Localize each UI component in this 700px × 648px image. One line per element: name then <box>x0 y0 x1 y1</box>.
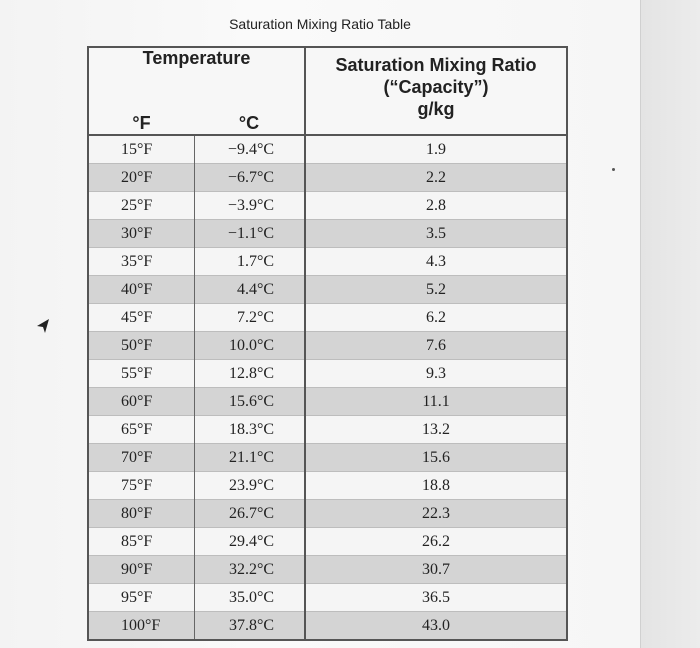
fahrenheit-cell: 50°F <box>88 332 194 360</box>
fahrenheit-cell: 45°F <box>88 304 194 332</box>
fahrenheit-cell: 85°F <box>88 528 194 556</box>
ratio-header-title: Saturation Mixing Ratio <box>335 55 537 75</box>
ratio-header <box>305 47 567 135</box>
celsius-cell: −6.7°C <box>194 164 305 192</box>
ratio-cell: 30.7 <box>305 556 567 584</box>
fahrenheit-cell: 70°F <box>88 444 194 472</box>
ratio-cell: 36.5 <box>305 584 567 612</box>
fahrenheit-cell: 80°F <box>88 500 194 528</box>
saturation-mixing-ratio-table <box>87 46 568 641</box>
fahrenheit-cell: 55°F <box>88 360 194 388</box>
table-row <box>88 388 567 416</box>
table-row <box>88 500 567 528</box>
table-row <box>88 135 567 164</box>
celsius-cell: 29.4°C <box>194 528 305 556</box>
celsius-cell: −1.1°C <box>194 220 305 248</box>
celsius-cell: 37.8°C <box>194 612 305 641</box>
speck <box>612 168 615 171</box>
ratio-header-subtitle: (“Capacity”) <box>383 77 489 97</box>
fahrenheit-cell: 100°F <box>88 612 194 641</box>
ratio-cell: 7.6 <box>305 332 567 360</box>
celsius-cell: 15.6°C <box>194 388 305 416</box>
celsius-cell: 12.8°C <box>194 360 305 388</box>
ratio-cell: 5.2 <box>305 276 567 304</box>
table-body <box>88 135 567 640</box>
ratio-cell: 18.8 <box>305 472 567 500</box>
ratio-cell: 43.0 <box>305 612 567 641</box>
ratio-cell: 4.3 <box>305 248 567 276</box>
mouse-cursor-icon <box>36 318 50 334</box>
ratio-cell: 22.3 <box>305 500 567 528</box>
ratio-cell: 2.2 <box>305 164 567 192</box>
fahrenheit-cell: 20°F <box>88 164 194 192</box>
celsius-cell: 23.9°C <box>194 472 305 500</box>
celsius-cell: 7.2°C <box>194 304 305 332</box>
ratio-cell: 9.3 <box>305 360 567 388</box>
table-row <box>88 360 567 388</box>
celsius-cell: 35.0°C <box>194 584 305 612</box>
ratio-cell: 11.1 <box>305 388 567 416</box>
page-margin <box>640 0 700 648</box>
celsius-cell: 1.7°C <box>194 248 305 276</box>
fahrenheit-cell: 75°F <box>88 472 194 500</box>
table-row <box>88 528 567 556</box>
celsius-header: °C <box>194 100 305 135</box>
table-row <box>88 248 567 276</box>
celsius-cell: 21.1°C <box>194 444 305 472</box>
fahrenheit-cell: 15°F <box>88 135 194 164</box>
fahrenheit-cell: 90°F <box>88 556 194 584</box>
table-row <box>88 304 567 332</box>
celsius-cell: 26.7°C <box>194 500 305 528</box>
fahrenheit-cell: 65°F <box>88 416 194 444</box>
table-row <box>88 164 567 192</box>
table-row <box>88 612 567 641</box>
table-row <box>88 220 567 248</box>
celsius-cell: 18.3°C <box>194 416 305 444</box>
fahrenheit-cell: 35°F <box>88 248 194 276</box>
table-row <box>88 332 567 360</box>
table-row <box>88 472 567 500</box>
fahrenheit-cell: 25°F <box>88 192 194 220</box>
table-row <box>88 556 567 584</box>
temperature-header: Temperature <box>88 47 305 100</box>
ratio-cell: 1.9 <box>305 135 567 164</box>
celsius-cell: 4.4°C <box>194 276 305 304</box>
page-title: Saturation Mixing Ratio Table <box>229 16 411 32</box>
celsius-cell: 10.0°C <box>194 332 305 360</box>
fahrenheit-cell: 40°F <box>88 276 194 304</box>
fahrenheit-cell: 30°F <box>88 220 194 248</box>
ratio-cell: 6.2 <box>305 304 567 332</box>
table-row <box>88 416 567 444</box>
celsius-cell: −9.4°C <box>194 135 305 164</box>
ratio-cell: 2.8 <box>305 192 567 220</box>
ratio-cell: 3.5 <box>305 220 567 248</box>
fahrenheit-header: °F <box>88 100 194 135</box>
table-row <box>88 192 567 220</box>
ratio-cell: 13.2 <box>305 416 567 444</box>
ratio-cell: 15.6 <box>305 444 567 472</box>
ratio-header-unit: g/kg <box>417 99 455 119</box>
table-row <box>88 444 567 472</box>
celsius-cell: −3.9°C <box>194 192 305 220</box>
fahrenheit-cell: 60°F <box>88 388 194 416</box>
table-row <box>88 276 567 304</box>
table-row <box>88 584 567 612</box>
ratio-cell: 26.2 <box>305 528 567 556</box>
fahrenheit-cell: 95°F <box>88 584 194 612</box>
celsius-cell: 32.2°C <box>194 556 305 584</box>
